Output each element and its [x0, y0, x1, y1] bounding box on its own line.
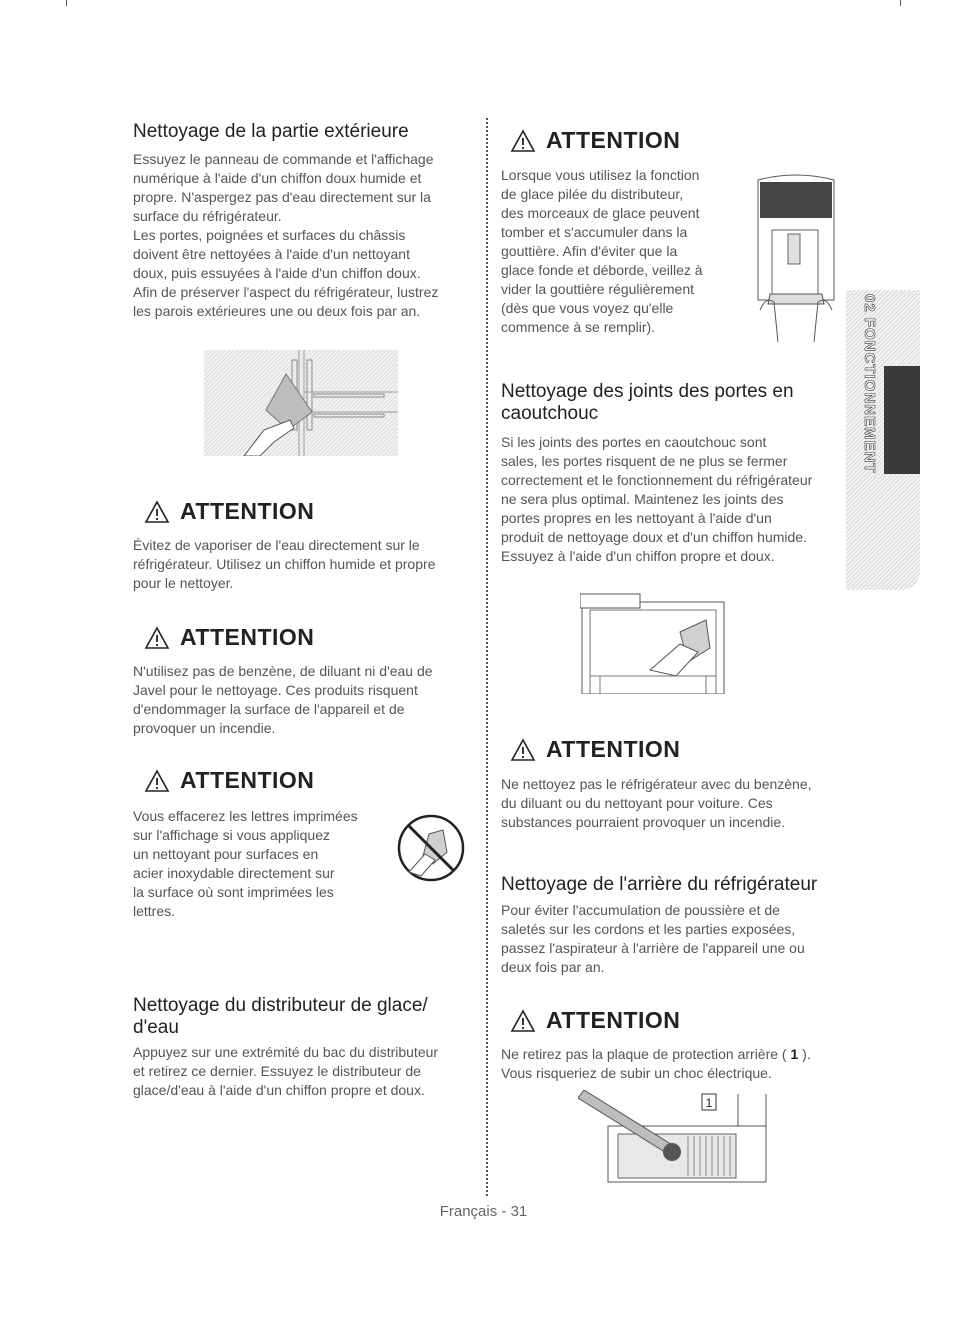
- warning-triangle-icon: [144, 626, 170, 650]
- attention-heading: [144, 498, 314, 525]
- chapter-tab-label: 02 FONCTIONNEMENT: [861, 294, 878, 474]
- attention-label: ATTENTION: [546, 1007, 681, 1033]
- warning-triangle-icon: [510, 738, 536, 762]
- text-line: glace/d'eau à l'aide d'un chiffon propre et doux.: [133, 1082, 425, 1098]
- section-title-gaskets: [501, 381, 794, 425]
- chapter-tab-marker: [884, 366, 920, 474]
- text-line: ne sera plus optimal. Maintenez les joints des: [501, 491, 784, 507]
- section-title-rear: Nettoyage de l'arrière du réfrigérateur: [501, 874, 818, 895]
- attention-heading: [510, 736, 680, 763]
- attention-label: ATTENTION: [180, 624, 315, 650]
- text-line: Essuyez à l'aide d'un chiffon propre et doux.: [501, 548, 775, 564]
- section-title-exterior: Nettoyage de la partie extérieure: [133, 121, 409, 142]
- text-line: Javel pour le nettoyage. Ces produits risquent: [133, 682, 418, 698]
- warning-triangle-icon: [144, 769, 170, 793]
- rear-cover-illustration: [578, 1090, 774, 1186]
- text-line: du diluant ou du nettoyant pour voiture. Ces: [501, 795, 773, 811]
- callout-number: 1: [790, 1046, 799, 1062]
- text-line: numérique à l'aide d'un chiffon doux humide et: [133, 170, 422, 186]
- gaskets-paragraph: [501, 433, 851, 566]
- text-line: doux, puis essuyées à l'aide d'un chiffon doux.: [133, 265, 421, 281]
- text-line: sur l'affichage si vous appliquez: [133, 827, 330, 843]
- attention-paragraph: [501, 1045, 851, 1083]
- text-line: de glace pilée du distributeur,: [501, 186, 684, 202]
- warning-triangle-icon: [144, 500, 170, 524]
- text-line: correctement et le fonctionnement du réfrigérateur: [501, 472, 813, 488]
- warning-triangle-icon: [510, 1009, 536, 1033]
- attention-paragraph: [501, 775, 851, 832]
- text-line: N'utilisez pas de benzène, de diluant ni d'eau de: [133, 663, 433, 679]
- title-line: Nettoyage du distributeur de glace/: [133, 995, 428, 1016]
- text-line: (dès que vous voyez qu'elle: [501, 300, 674, 316]
- column-divider: [486, 118, 488, 1196]
- text-segment: Ne retirez pas la plaque de protection arrière (: [501, 1046, 791, 1062]
- text-line: Appuyez sur une extrémité du bac du distributeur: [133, 1044, 439, 1060]
- text-line: Lorsque vous utilisez la fonction: [501, 167, 700, 183]
- text-line: propre. N'aspergez pas d'eau directement sur la: [133, 189, 431, 205]
- attention-heading: [144, 624, 314, 651]
- text-line: glace fonde et déborde, veillez à: [501, 262, 703, 278]
- text-line: portes propres en les nettoyant à l'aide d'un: [501, 510, 772, 526]
- text-line: Les portes, poignées et surfaces du châssis: [133, 227, 406, 243]
- text-line: les parois extérieures une ou deux fois par an.: [133, 303, 421, 319]
- page-footer: Français - 31: [439, 1203, 528, 1220]
- attention-label: ATTENTION: [180, 498, 315, 524]
- text-line: substances pourraient provoquer un incendie.: [501, 814, 786, 830]
- attention-label: ATTENTION: [546, 736, 681, 762]
- rear-paragraph: [501, 901, 851, 977]
- attention-paragraph: [133, 807, 393, 921]
- text-line: provoquer un incendie.: [133, 720, 276, 736]
- attention-heading: [510, 127, 680, 154]
- text-line: Afin de préserver l'aspect du réfrigérateur, lustrez: [133, 284, 439, 300]
- text-line: pour le nettoyer.: [133, 575, 234, 591]
- text-line: produit de nettoyage doux et d'un chiffon humide.: [501, 529, 807, 545]
- no-spray-prohibited-icon: [395, 812, 467, 884]
- text-line: des morceaux de glace peuvent: [501, 205, 700, 221]
- text-line: Pour éviter l'accumulation de poussière et de: [501, 902, 780, 918]
- text-line: acier inoxydable directement sur: [133, 865, 335, 881]
- attention-label: ATTENTION: [180, 767, 315, 793]
- attention-paragraph: [133, 536, 473, 593]
- text-line: Évitez de vaporiser de l'eau directement sur le: [133, 537, 420, 553]
- text-line: doivent être nettoyées à l'aide d'un nettoyant: [133, 246, 410, 262]
- attention-heading: [510, 1007, 680, 1034]
- attention-paragraph: [501, 166, 751, 337]
- title-line: d'eau: [133, 1017, 179, 1038]
- crop-mark: [900, 0, 901, 6]
- attention-label: ATTENTION: [546, 127, 681, 153]
- text-line: Vous risqueriez de subir un choc électrique.: [501, 1065, 772, 1081]
- callout-label: 1: [705, 1096, 713, 1110]
- text-line: sales, les portes risquent de ne plus se fermer: [501, 453, 788, 469]
- text-line: un nettoyant pour surfaces en: [133, 846, 319, 862]
- text-line: Si les joints des portes en caoutchouc sont: [501, 434, 767, 450]
- text-line: lettres.: [133, 903, 176, 919]
- text-line: Essuyez le panneau de commande et l'affichage: [133, 151, 434, 167]
- title-line: Nettoyage des joints des portes en: [501, 381, 794, 402]
- text-line: [501, 1045, 851, 1064]
- title-line: caoutchouc: [501, 403, 599, 424]
- text-line: la surface où sont imprimées les: [133, 884, 334, 900]
- text-line: réfrigérateur. Utilisez un chiffon humide et propre: [133, 556, 436, 572]
- door-gasket-wipe-illustration: [580, 592, 726, 694]
- text-line: d'endommager la surface de l'appareil et de: [133, 701, 405, 717]
- attention-paragraph: [133, 662, 473, 738]
- section-title-dispenser: [133, 995, 428, 1039]
- text-line: surface du réfrigérateur.: [133, 208, 282, 224]
- text-line: commence à se remplir).: [501, 319, 656, 335]
- text-segment: ).: [798, 1046, 811, 1062]
- dispenser-paragraph: [133, 1043, 478, 1100]
- warning-triangle-icon: [510, 129, 536, 153]
- text-line: vider la gouttière régulièrement: [501, 281, 694, 297]
- fridge-door-wipe-illustration: [204, 350, 398, 456]
- ice-dispenser-illustration: [752, 170, 840, 342]
- attention-heading: [144, 767, 314, 794]
- text-line: et retirez ce dernier. Essuyez le distributeur de: [133, 1063, 421, 1079]
- text-line: Ne nettoyez pas le réfrigérateur avec du benzène,: [501, 776, 812, 792]
- exterior-paragraph: [133, 150, 473, 321]
- crop-mark: [66, 0, 67, 6]
- text-line: Vous effacerez les lettres imprimées: [133, 808, 358, 824]
- text-line: gouttière. Afin d'éviter que la: [501, 243, 678, 259]
- text-line: tomber et s'accumuler dans la: [501, 224, 688, 240]
- text-line: passez l'aspirateur à l'arrière de l'appareil une ou: [501, 940, 805, 956]
- text-line: saletés sur les cordons et les parties exposées,: [501, 921, 796, 937]
- text-line: deux fois par an.: [501, 959, 605, 975]
